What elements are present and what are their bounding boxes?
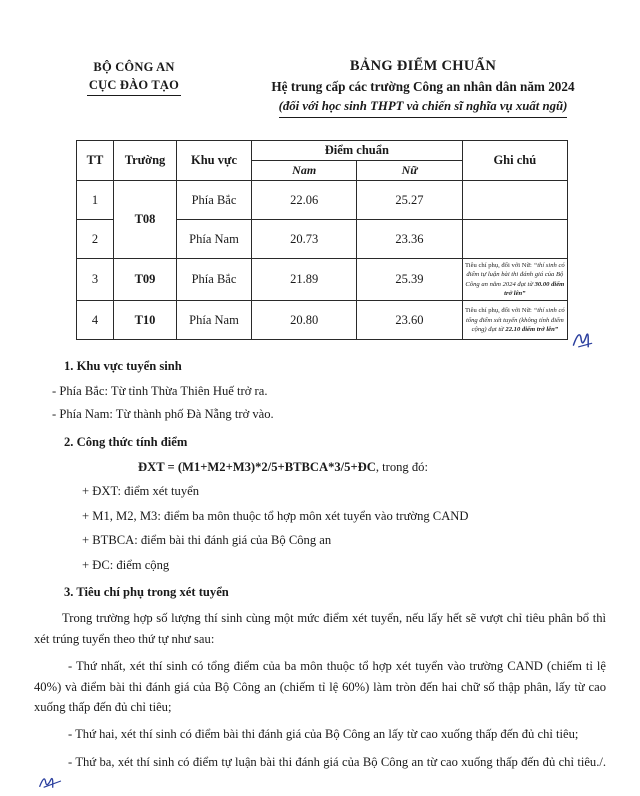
note-quote: “thí sinh có tổng điểm xét tuyển (không tính điểm cộng) đạt từ (465, 307, 565, 334)
score-formula-expression: ĐXT = (M1+M2+M3)*2/5+BTBCA*3/5+ĐC (138, 460, 376, 474)
row-score-male: 21.89 (252, 259, 357, 301)
row-score-female: 25.27 (357, 181, 462, 220)
issuing-authority-block (34, 56, 234, 96)
row-school: T08 (114, 181, 177, 259)
row-score-female: 25.39 (357, 259, 462, 301)
table-row (77, 259, 568, 301)
column-header-score-group: Điểm chuẩn (252, 141, 463, 161)
section-3-heading: 3. Tiêu chí phụ trong xét tuyển (64, 584, 229, 599)
row-school: T10 (114, 301, 177, 340)
note-lead: Tiêu chí phụ, đối với Nữ: (464, 262, 534, 269)
formula-term-dxt: + ĐXT: điểm xét tuyển (82, 484, 199, 499)
score-table-container (0, 118, 640, 340)
table-head (77, 141, 568, 181)
note-lead: Tiêu chí phụ, đối với Nữ: (464, 307, 534, 315)
section-2-heading: 2. Công thức tính điểm (64, 434, 188, 449)
row-note (462, 220, 567, 259)
document-subtitle: Hệ trung cấp các trường Công an nhân dân năm 2024 (271, 79, 575, 95)
row-note (462, 301, 567, 340)
formula-term-btbca: + BTBCA: điểm bài thi đánh giá của Bộ Công an (82, 533, 332, 548)
row-score-female: 23.60 (357, 301, 462, 340)
score-formula (34, 457, 606, 477)
column-header-female: Nữ (357, 161, 462, 181)
table-row (77, 301, 568, 340)
document-subtitle-note: (đối với học sinh THPT và chiến sĩ nghĩa vụ xuất ngũ) (279, 97, 568, 118)
row-index: 3 (77, 259, 114, 301)
row-score-female: 23.36 (357, 220, 462, 259)
row-index: 1 (77, 181, 114, 220)
table-body (77, 181, 568, 340)
row-score-male: 20.73 (252, 220, 357, 259)
section-1-heading: 1. Khu vực tuyển sinh (64, 359, 182, 374)
row-index: 2 (77, 220, 114, 259)
row-score-male: 22.06 (252, 181, 357, 220)
row-region: Phía Nam (177, 220, 252, 259)
column-header-region: Khu vực (177, 141, 252, 181)
note-threshold: 30.00 điểm trở lên” (504, 280, 565, 298)
criterion-third-text: - Thứ ba, xét thí sinh có điểm tự luận bài thi đánh giá của Bộ Công an từ cao xuống thấp đến đủ chỉ tiêu./. (68, 754, 606, 769)
criterion-third (34, 752, 606, 793)
row-note (462, 181, 567, 220)
column-header-tt: TT (77, 141, 114, 181)
row-region: Phía Bắc (177, 181, 252, 220)
note-quote: “thí sinh có điểm tự luận bài thi đánh giá của Bộ Công an năm 2024 đạt từ (465, 262, 565, 288)
section-1-north: - Phía Bắc: Từ tỉnh Thừa Thiên Huế trở ra. (52, 383, 268, 398)
note-threshold: 22.10 điểm trở lên” (505, 326, 559, 334)
table-header-row (77, 141, 568, 161)
page-title: BẢNG ĐIỂM CHUẨN (349, 58, 497, 74)
benchmark-score-table (76, 140, 568, 340)
column-header-note: Ghi chú (462, 141, 567, 181)
column-header-school: Trường (114, 141, 177, 181)
criterion-first: - Thứ nhất, xét thí sinh có tổng điểm của ba môn thuộc tổ hợp xét tuyển vào trường CAND (chiếm tỉ lệ 40%) và điểm bài thi đánh giá của Bộ Công an (chiếm tỉ lệ 60%) làm tròn đến hai chữ số thập phân, lấy từ cao xuống thấp đến đủ chỉ tiêu; (34, 659, 606, 714)
formula-term-m123: + M1, M2, M3: điểm ba môn thuộc tổ hợp môn xét tuyển vào trường CAND (82, 508, 469, 523)
department-name: CỤC ĐÀO TẠO (87, 77, 181, 96)
section-3-intro: Trong trường hợp số lượng thí sinh cùng một mức điểm xét tuyển, nếu lấy hết sẽ vượt chỉ tiêu phân bổ thì xét trúng tuyển theo thứ tự như sau: (34, 611, 606, 646)
row-score-male: 20.80 (252, 301, 357, 340)
signature-mark-icon (38, 775, 64, 789)
row-note (462, 259, 567, 301)
row-region: Phía Bắc (177, 259, 252, 301)
column-header-male: Nam (252, 161, 357, 181)
criterion-second: - Thứ hai, xét thí sinh có điểm bài thi đánh giá của Bộ Công an lấy từ cao xuống thấp đến đủ chỉ tiêu; (68, 727, 579, 742)
row-region: Phía Nam (177, 301, 252, 340)
section-1-south: - Phía Nam: Từ thành phố Đà Nẵng trở vào. (52, 407, 274, 422)
score-formula-tail: , trong đó: (375, 460, 428, 474)
formula-term-dc: + ĐC: điểm cộng (82, 557, 170, 572)
document-body (0, 340, 640, 792)
row-school: T09 (114, 259, 177, 301)
document-header (0, 0, 640, 118)
row-index: 4 (77, 301, 114, 340)
ministry-name: BỘ CÔNG AN (93, 60, 175, 74)
document-title-block (234, 56, 606, 118)
table-row (77, 181, 568, 220)
